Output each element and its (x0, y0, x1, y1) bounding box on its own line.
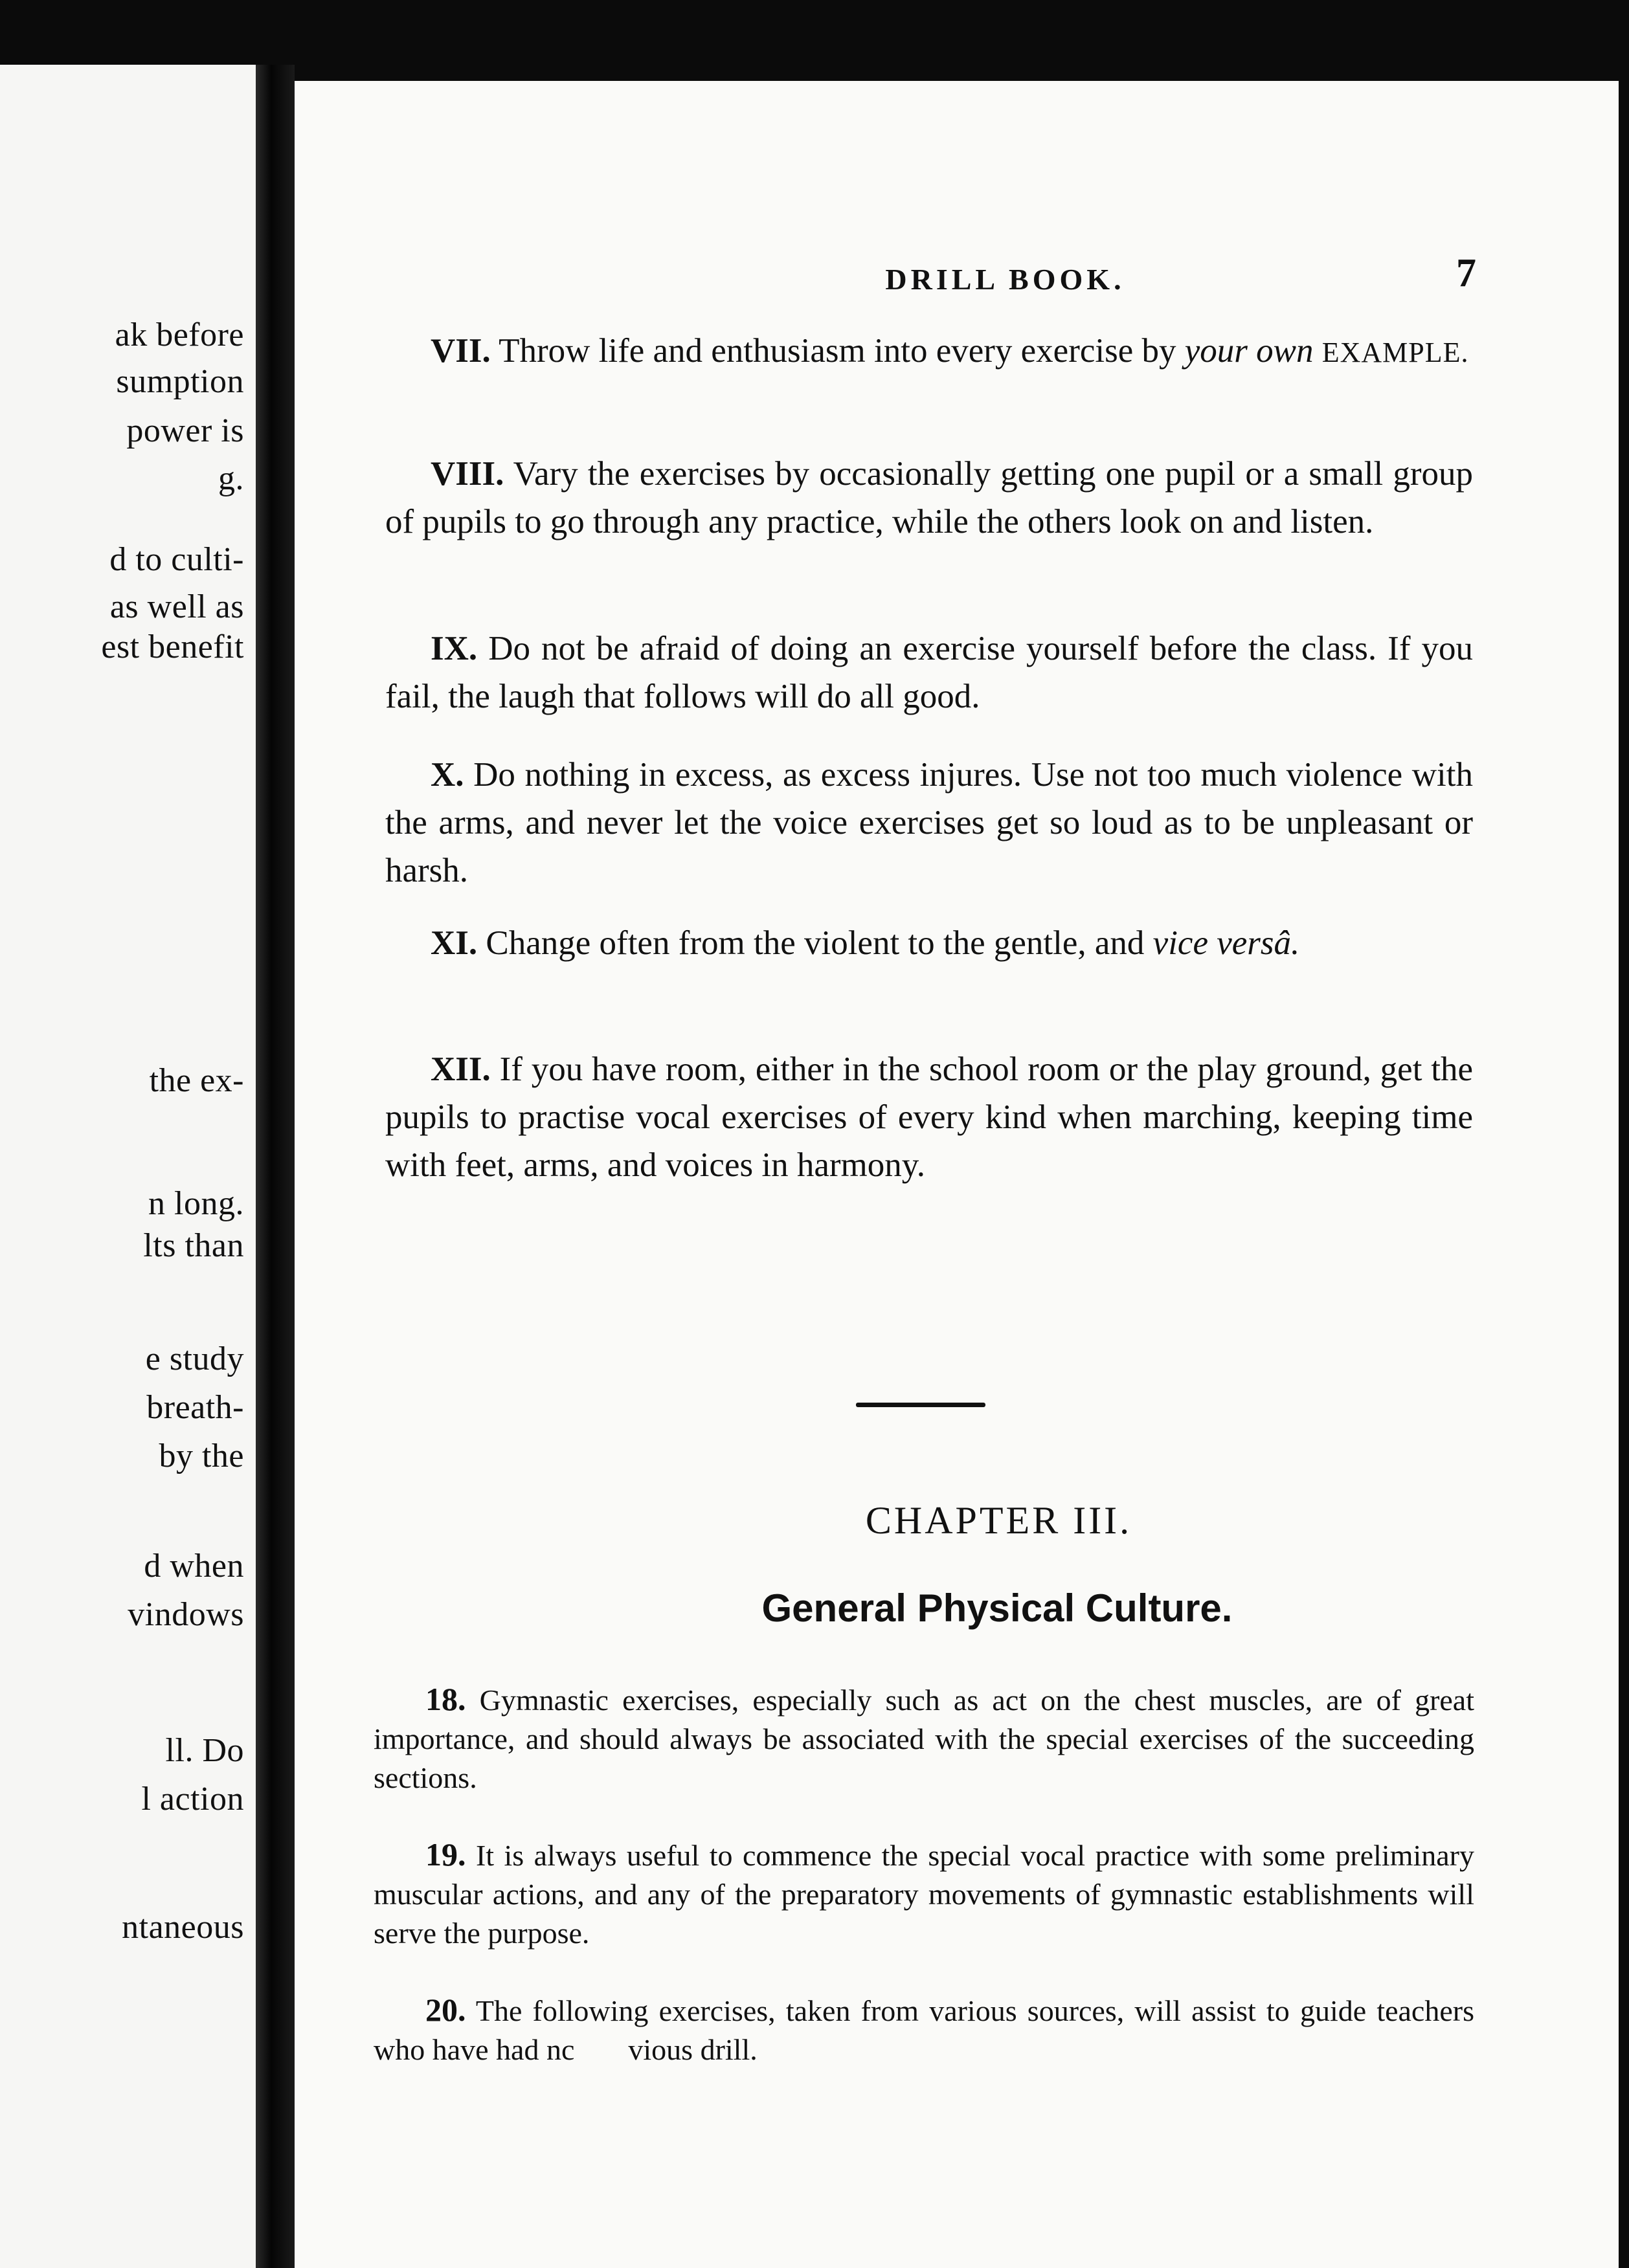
left-fragment-line: breath- (146, 1389, 244, 1426)
section-title: General Physical Culture. (761, 1586, 1233, 1630)
rule-text: Throw life and enthusiasm into every exercise by (499, 332, 1176, 370)
chapter-heading: CHAPTER III. (865, 1499, 1132, 1542)
paragraph-text-tail: vious drill. (628, 2033, 758, 2066)
previous-page-fragment (0, 65, 256, 2268)
rule-ix (385, 625, 1473, 720)
rule-xii (385, 1045, 1473, 1189)
left-fragment-line: est benefit (101, 628, 244, 665)
page-number: 7 (1456, 251, 1476, 295)
rule-viii (385, 450, 1473, 546)
paragraph-text: It is always useful to commence the special vocal practice with some preliminary muscular actions, and any of the preparatory movements of gymnastic establishments will serve the purpose. (374, 1839, 1475, 1950)
rule-emphasis: vice versâ. (1152, 924, 1300, 962)
left-fragment-line: sumption (116, 363, 244, 400)
left-fragment-line: vindows (128, 1596, 244, 1633)
book-gutter (256, 65, 295, 2268)
left-fragment-line: lts than (143, 1227, 244, 1264)
paragraph-19 (374, 1835, 1474, 1953)
rule-text: Vary the exercises by occasionally getting one pupil or a small group of pupils to go through any practice, while the others look on and listen. (385, 455, 1474, 540)
section-divider (856, 1403, 985, 1407)
left-fragment-line: power is (126, 412, 244, 449)
rule-number: XII. (431, 1051, 491, 1088)
paragraph-18 (374, 1680, 1474, 1797)
paragraph-number: 20. (425, 1992, 466, 2028)
left-fragment-line: e study (145, 1340, 244, 1377)
rule-text: Do nothing in excess, as excess injures. Use not too much violence with the arms, and never let the voice exercises get so loud as to be unpleasant or harsh. (385, 756, 1473, 889)
rule-text: Do not be afraid of doing an exercise yourself before the class. If you fail, the laugh that follows will do all good. (385, 630, 1473, 715)
rule-vii (385, 327, 1473, 377)
paragraph-number: 18. (425, 1681, 466, 1717)
left-fragment-line: d when (144, 1548, 244, 1584)
paragraph-20 (374, 1990, 1474, 2069)
left-fragment-line: by the (159, 1438, 244, 1474)
rule-text: If you have room, either in the school room or the play ground, get the pupils to practise vocal exercises of every kind when marching, keeping time with feet, arms, and voices in harmony. (385, 1051, 1474, 1184)
book-page (295, 81, 1619, 2268)
left-fragment-line: ll. Do (165, 1732, 244, 1769)
rule-number: VII. (431, 332, 491, 370)
rule-caps: EXAMPLE. (1321, 337, 1469, 368)
rule-number: X. (431, 756, 464, 794)
left-fragment-line: l action (141, 1781, 244, 1818)
rule-text: Change often from the violent to the gentle, and (486, 924, 1145, 962)
rule-emphasis: your own (1184, 332, 1314, 370)
left-fragment-line: as well as (109, 588, 244, 625)
paragraph-number: 19. (425, 1836, 466, 1873)
paragraph-text: Gymnastic exercises, especially such as act on the chest muscles, are of great importance, and should always be associated with the special exercises of the succeeding sections. (374, 1684, 1475, 1794)
left-fragment-line: n long. (148, 1185, 244, 1222)
left-fragment-line: ak before (115, 317, 244, 353)
paragraph-text: The following exercises, taken from various sources, will assist to guide teachers who have had nc (374, 1994, 1474, 2066)
rule-number: IX. (431, 630, 478, 667)
running-header: DRILL BOOK. (885, 263, 1125, 296)
rule-number: XI. (431, 924, 478, 962)
left-fragment-line: g. (218, 460, 244, 497)
left-fragment-line: d to culti- (109, 541, 244, 578)
left-fragment-line: ntaneous (122, 1909, 244, 1946)
rule-number: VIII. (431, 455, 504, 493)
rule-xi (385, 919, 1473, 967)
rule-x (385, 751, 1473, 895)
left-fragment-line: the ex- (149, 1062, 244, 1099)
